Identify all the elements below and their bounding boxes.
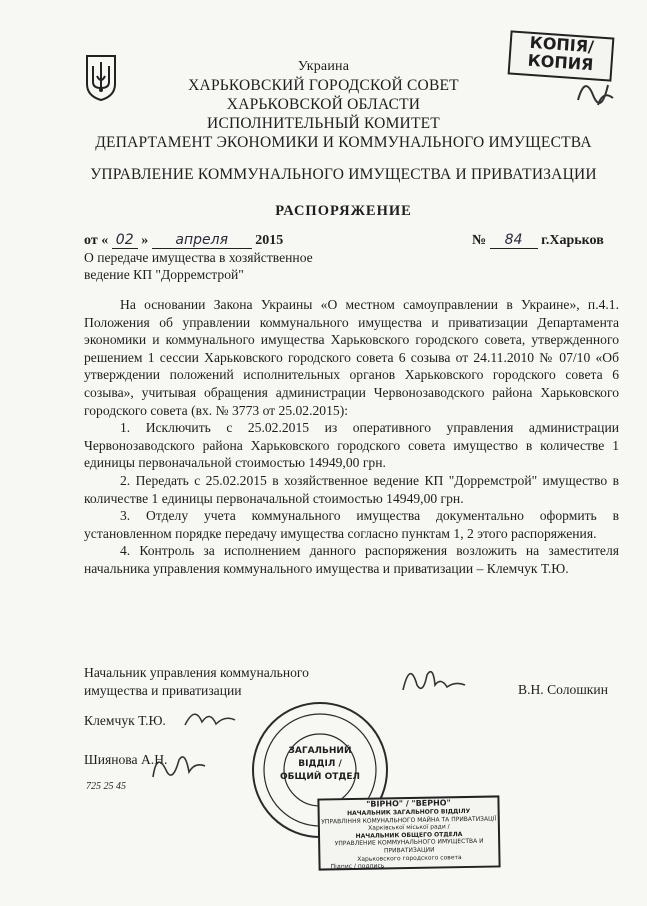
date-sep: »	[141, 233, 149, 248]
round-stamp-line3: ОБЩИЙ ОТДЕЛ	[279, 772, 361, 782]
number-prefix: №	[472, 233, 487, 248]
signatory-title-line2: имущества и приватизации	[84, 683, 242, 698]
signatory-title-line1: Начальник управления коммунального	[84, 665, 309, 680]
date-month: апреля	[152, 232, 252, 249]
document-body	[84, 296, 619, 578]
paragraph-item-2: 2. Передать с 25.02.2015 в хозяйственное ведение КП "Дорремстрой" имущество в количестве 1 единицы первоначальной стоимостью 14949,00 грн.	[84, 472, 619, 506]
round-stamp-line1: ЗАГАЛЬНИЙ	[288, 746, 352, 756]
copy-stamp-line1: КОПІЯ/	[529, 32, 595, 57]
paragraph-item-4: 4. Контроль за исполнением данного распоряжения возложить на заместителя начальника управления коммунального имущества и приватизации – Клемчук Т.Ю.	[84, 543, 619, 576]
verified-stamp-line7: Харьковского городского совета	[357, 853, 462, 863]
approval-klemchuk: Клемчук Т.Ю.	[84, 713, 166, 728]
verified-stamp-line3: УПРАВЛІННЯ КОМУНАЛЬНОГО МАЙНА ТА ПРИВАТИЗАЦІЇ	[321, 815, 497, 826]
header-oblast: ХАРЬКОВСКОЙ ОБЛАСТИ	[226, 96, 421, 113]
verified-stamp-line4: Харківської міської ради /	[368, 823, 450, 832]
verified-stamp-line2: НАЧАЛЬНИК ЗАГАЛЬНОГО ВІДДІЛУ	[347, 807, 471, 818]
date-prefix: от «	[84, 233, 109, 248]
document-number: 84	[490, 232, 538, 249]
signatory-name: В.Н. Солошкин	[518, 682, 608, 697]
verified-stamp-line5: НАЧАЛЬНИК ОБЩЕГО ОТДЕЛА	[355, 830, 463, 840]
phone-number: 725 25 45	[86, 781, 126, 792]
approval-signature-icon	[180, 700, 250, 735]
date-year: 2015	[255, 233, 284, 248]
header-directorate: УПРАВЛЕНИЕ КОММУНАЛЬНОГО ИМУЩЕСТВА И ПРИВАТИЗАЦИИ	[90, 166, 597, 183]
paragraph-item-3: 3. Отделу учета коммунального имущества документально оформить в установленном порядке передачу имущества согласно пунктам 1, 2 этого распоряжения.	[84, 508, 619, 541]
round-stamp-line2: ВІДДІЛ /	[298, 759, 342, 769]
approval-shiyanova: Шиянова А.Н.	[84, 752, 168, 767]
header-department: ДЕПАРТАМЕНТ ЭКОНОМИКИ И КОММУНАЛЬНОГО ИМУЩЕСТВА	[95, 134, 592, 151]
number-line	[472, 232, 604, 249]
copy-stamp-line2: КОПИЯ	[527, 50, 595, 75]
subject-line1: О передаче имущества в хозяйственное	[84, 250, 313, 265]
date-line	[84, 232, 283, 249]
verified-stamp-line1: "ВІРНО" / "ВЕРНО"	[366, 798, 451, 809]
header-council: ХАРЬКОВСКИЙ ГОРОДСКОЙ СОВЕТ	[188, 77, 459, 94]
city: г.Харьков	[541, 233, 604, 248]
paragraph-preamble: На основании Закона Украины «О местном самоуправлении в Украине», п.4.1. Положения об управлении коммунального имущества и приватизации Департамента экономики и коммунального имущества Харьковского городского совета, утвержденного решением 1 сессии Харьковского городского совета 6 созыва от 24.11.2010 № 07/10 «Об утверждении положений исполнительных органов Харьковского городского совета 6 созыва», учитывая обращения администрации Червонозаводского района Харьковского городского совета (вх. № 3773 от 25.02.2015):	[84, 297, 619, 418]
document-title: РАСПОРЯЖЕНИЕ	[275, 203, 412, 219]
subject-line2: ведение КП "Дорремстрой"	[84, 267, 244, 282]
verified-stamp	[317, 795, 500, 870]
head-signature-icon	[395, 655, 475, 700]
header-country: Украина	[297, 59, 350, 74]
verified-stamp-line8: Підпис / подпись	[330, 862, 385, 871]
header-committee: ИСПОЛНИТЕЛЬНЫЙ КОМИТЕТ	[207, 115, 440, 132]
paragraph-item-1: 1. Исключить с 25.02.2015 из оперативного управления администрации Червонозаводского района Харьковского городского совета имущество в количестве 1 единицы первоначальной стоимостью 14949,00 грн.	[84, 420, 619, 471]
subject	[84, 249, 313, 283]
approval-signature-icon	[145, 742, 215, 787]
verified-stamp-line6: УПРАВЛЕНИЕ КОММУНАЛЬНОГО ИМУЩЕСТВА И ПРИВАТИЗАЦИИ	[334, 838, 484, 855]
date-day: 02	[112, 232, 138, 249]
signatory-title	[84, 664, 309, 700]
